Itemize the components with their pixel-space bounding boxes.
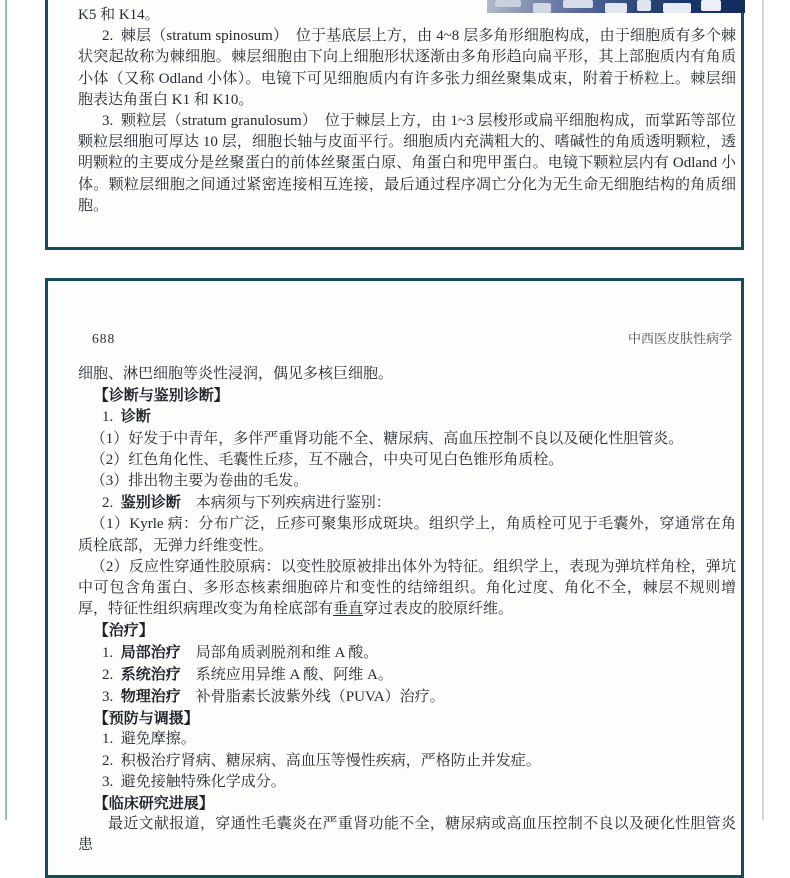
differential-point-collagenosis <box>78 557 736 621</box>
banner-glyph-fragment <box>495 0 521 7</box>
item-label: 鉴别诊断 <box>120 494 181 512</box>
section-header-diagnosis: 【诊断与鉴别诊断】 <box>93 387 229 405</box>
bottom-page-text-block <box>48 359 741 857</box>
item-text: 积极治疗肾病、糖尿病、高血压等慢性疾病，严格防止并发症。 <box>120 752 541 769</box>
top-page-text-block <box>48 0 741 217</box>
item-number: 2. <box>102 28 114 45</box>
item-number: 2. <box>102 495 114 512</box>
diagnosis-point-2: （2）红色角化性、毛囊性丘疹，互不融合，中央可见白色锥形角质栓。 <box>90 451 564 468</box>
item-differential-diagnosis <box>78 492 736 514</box>
item-systemic-treatment <box>78 664 736 686</box>
paragraph-keratin-continuation: K5 和 K14。 <box>78 7 160 23</box>
item-text: 位于基底层上方，由 4~8 层多角形细胞构成，由于细胞质有多个棘状突起故称为棘细胞。棘层细胞由下向上细胞形状逐渐由多角形趋向扁平形，其上部胞质内有角质小体（又称 Odland 小体）。电镜下可见细胞质内有许多张力细丝聚集成束，附着于桥粒上。棘层细胞表达角蛋白 K1 和 K10。 <box>78 28 736 108</box>
page-header-row <box>92 328 732 347</box>
section-header-prevention: 【预防与调摄】 <box>93 710 199 728</box>
item-text: 补骨脂素长波紫外线（PUVA）治疗。 <box>180 689 445 706</box>
scan-edge-line-left <box>5 0 7 820</box>
page-top-scan <box>45 0 744 250</box>
item-latin-name: （stratum granulosum） <box>166 113 310 130</box>
running-head-book-title: 中西医皮肤性病学 <box>627 331 732 346</box>
item-term: 颗粒层 <box>120 113 167 130</box>
scan-edge-line-right <box>762 0 764 820</box>
item-label: 物理治疗 <box>120 688 181 706</box>
item-number: 2. <box>102 752 114 769</box>
item-local-treatment <box>78 642 736 664</box>
diagnosis-point-1: （1）好发于中青年，多伴严重肾功能不全、糖尿病、高血压控制不良以及硬化性胆管炎。 <box>90 430 684 447</box>
item-number: 3. <box>102 689 114 706</box>
paragraph-stratum-granulosum <box>78 111 736 217</box>
section-header-treatment: 【治疗】 <box>93 622 154 640</box>
banner-glyph-fragment <box>563 0 593 8</box>
diagnosis-point-3: （3）排出物主要为卷曲的毛发。 <box>90 473 309 490</box>
banner-glyph-fragment <box>533 3 551 13</box>
item-label: 局部治疗 <box>120 643 181 661</box>
banner-glyph-fragment <box>605 3 627 13</box>
paragraph-histology-continuation: 细胞、淋巴细胞等炎性浸润，偶见多核巨细胞。 <box>78 366 394 382</box>
banner-glyph-fragment <box>637 0 651 11</box>
item-number: 1. <box>102 731 114 748</box>
underlined-word: 垂直 <box>333 601 364 618</box>
prevention-point-3 <box>78 772 736 793</box>
item-term: 棘层 <box>120 28 152 45</box>
paragraph-stratum-spinosum <box>78 26 736 111</box>
item-label: 诊断 <box>120 408 151 426</box>
item-physical-treatment <box>78 686 736 708</box>
page-688-scan <box>45 278 744 878</box>
item-number: 1. <box>102 644 114 661</box>
item-diagnosis <box>78 406 736 428</box>
section-header-clinical-research: 【临床研究进展】 <box>93 795 214 813</box>
item-number: 3. <box>102 773 114 790</box>
item-text: 避免摩擦。 <box>120 731 196 748</box>
chapter-title-banner-graphic <box>487 0 745 13</box>
item-text: 局部角质剥脱剂和维 A 酸。 <box>180 644 379 661</box>
item-text: 避免接触特殊化学成分。 <box>120 773 286 790</box>
item-label: 系统治疗 <box>120 665 181 683</box>
item-number: 3. <box>102 113 114 130</box>
prevention-point-1 <box>78 729 736 750</box>
paragraph-text: （2）反应性穿通性胶原病：以变性胶原被排出体外为特征。组织学上，表现为弹坑样角栓，弹坑中可包含角蛋白、多形态核素细胞碎片和变性的结缔组织。角化过度、角化不全，棘层不规则增厚，特征性组织病理改变为角栓底部有 <box>78 558 736 618</box>
banner-glyph-fragment <box>663 3 691 13</box>
prevention-point-2 <box>78 751 736 772</box>
paragraph-clinical-research-cutoff: 最近文献报道，穿通性毛囊炎在严重肾功能不全，糖尿病或高血压控制不良以及硬化性胆管炎患 <box>78 816 736 854</box>
banner-glyph-fragment <box>701 0 721 11</box>
item-latin-name: （stratum spinosum） <box>151 28 281 45</box>
item-number: 1. <box>102 409 114 426</box>
item-number: 2. <box>102 666 114 683</box>
page-number: 688 <box>92 331 116 346</box>
item-text: 本病须与下列疾病进行鉴别： <box>180 495 391 512</box>
paragraph-text: 穿过表皮的胶原纤维。 <box>363 601 514 618</box>
item-text: 位于棘层上方，由 1~3 层梭形或扁平细胞构成，而掌跖等部位颗粒层细胞可厚达 10 层，细胞长轴与皮面平行。细胞质内充满粗大的、嗜碱性的角质透明颗粒，透明颗粒的主要成分是丝聚蛋白的前体丝聚蛋白原、角蛋白和兜甲蛋白。电镜下颗粒层内有 Odland 小体。颗粒层细胞之间通过紧密连接相互连接，最后通过程序凋亡分化为无生命无细胞结构的角质细胞。 <box>78 113 736 214</box>
item-text: 系统应用异维 A 酸、阿维 A。 <box>180 666 393 683</box>
differential-point-kyrle: （1）Kyrle 病：分布广泛，丘疹可聚集形成斑块。组织学上，角质栓可见于毛囊外，穿通常在角质栓底部，无弹力纤维变性。 <box>78 516 736 554</box>
